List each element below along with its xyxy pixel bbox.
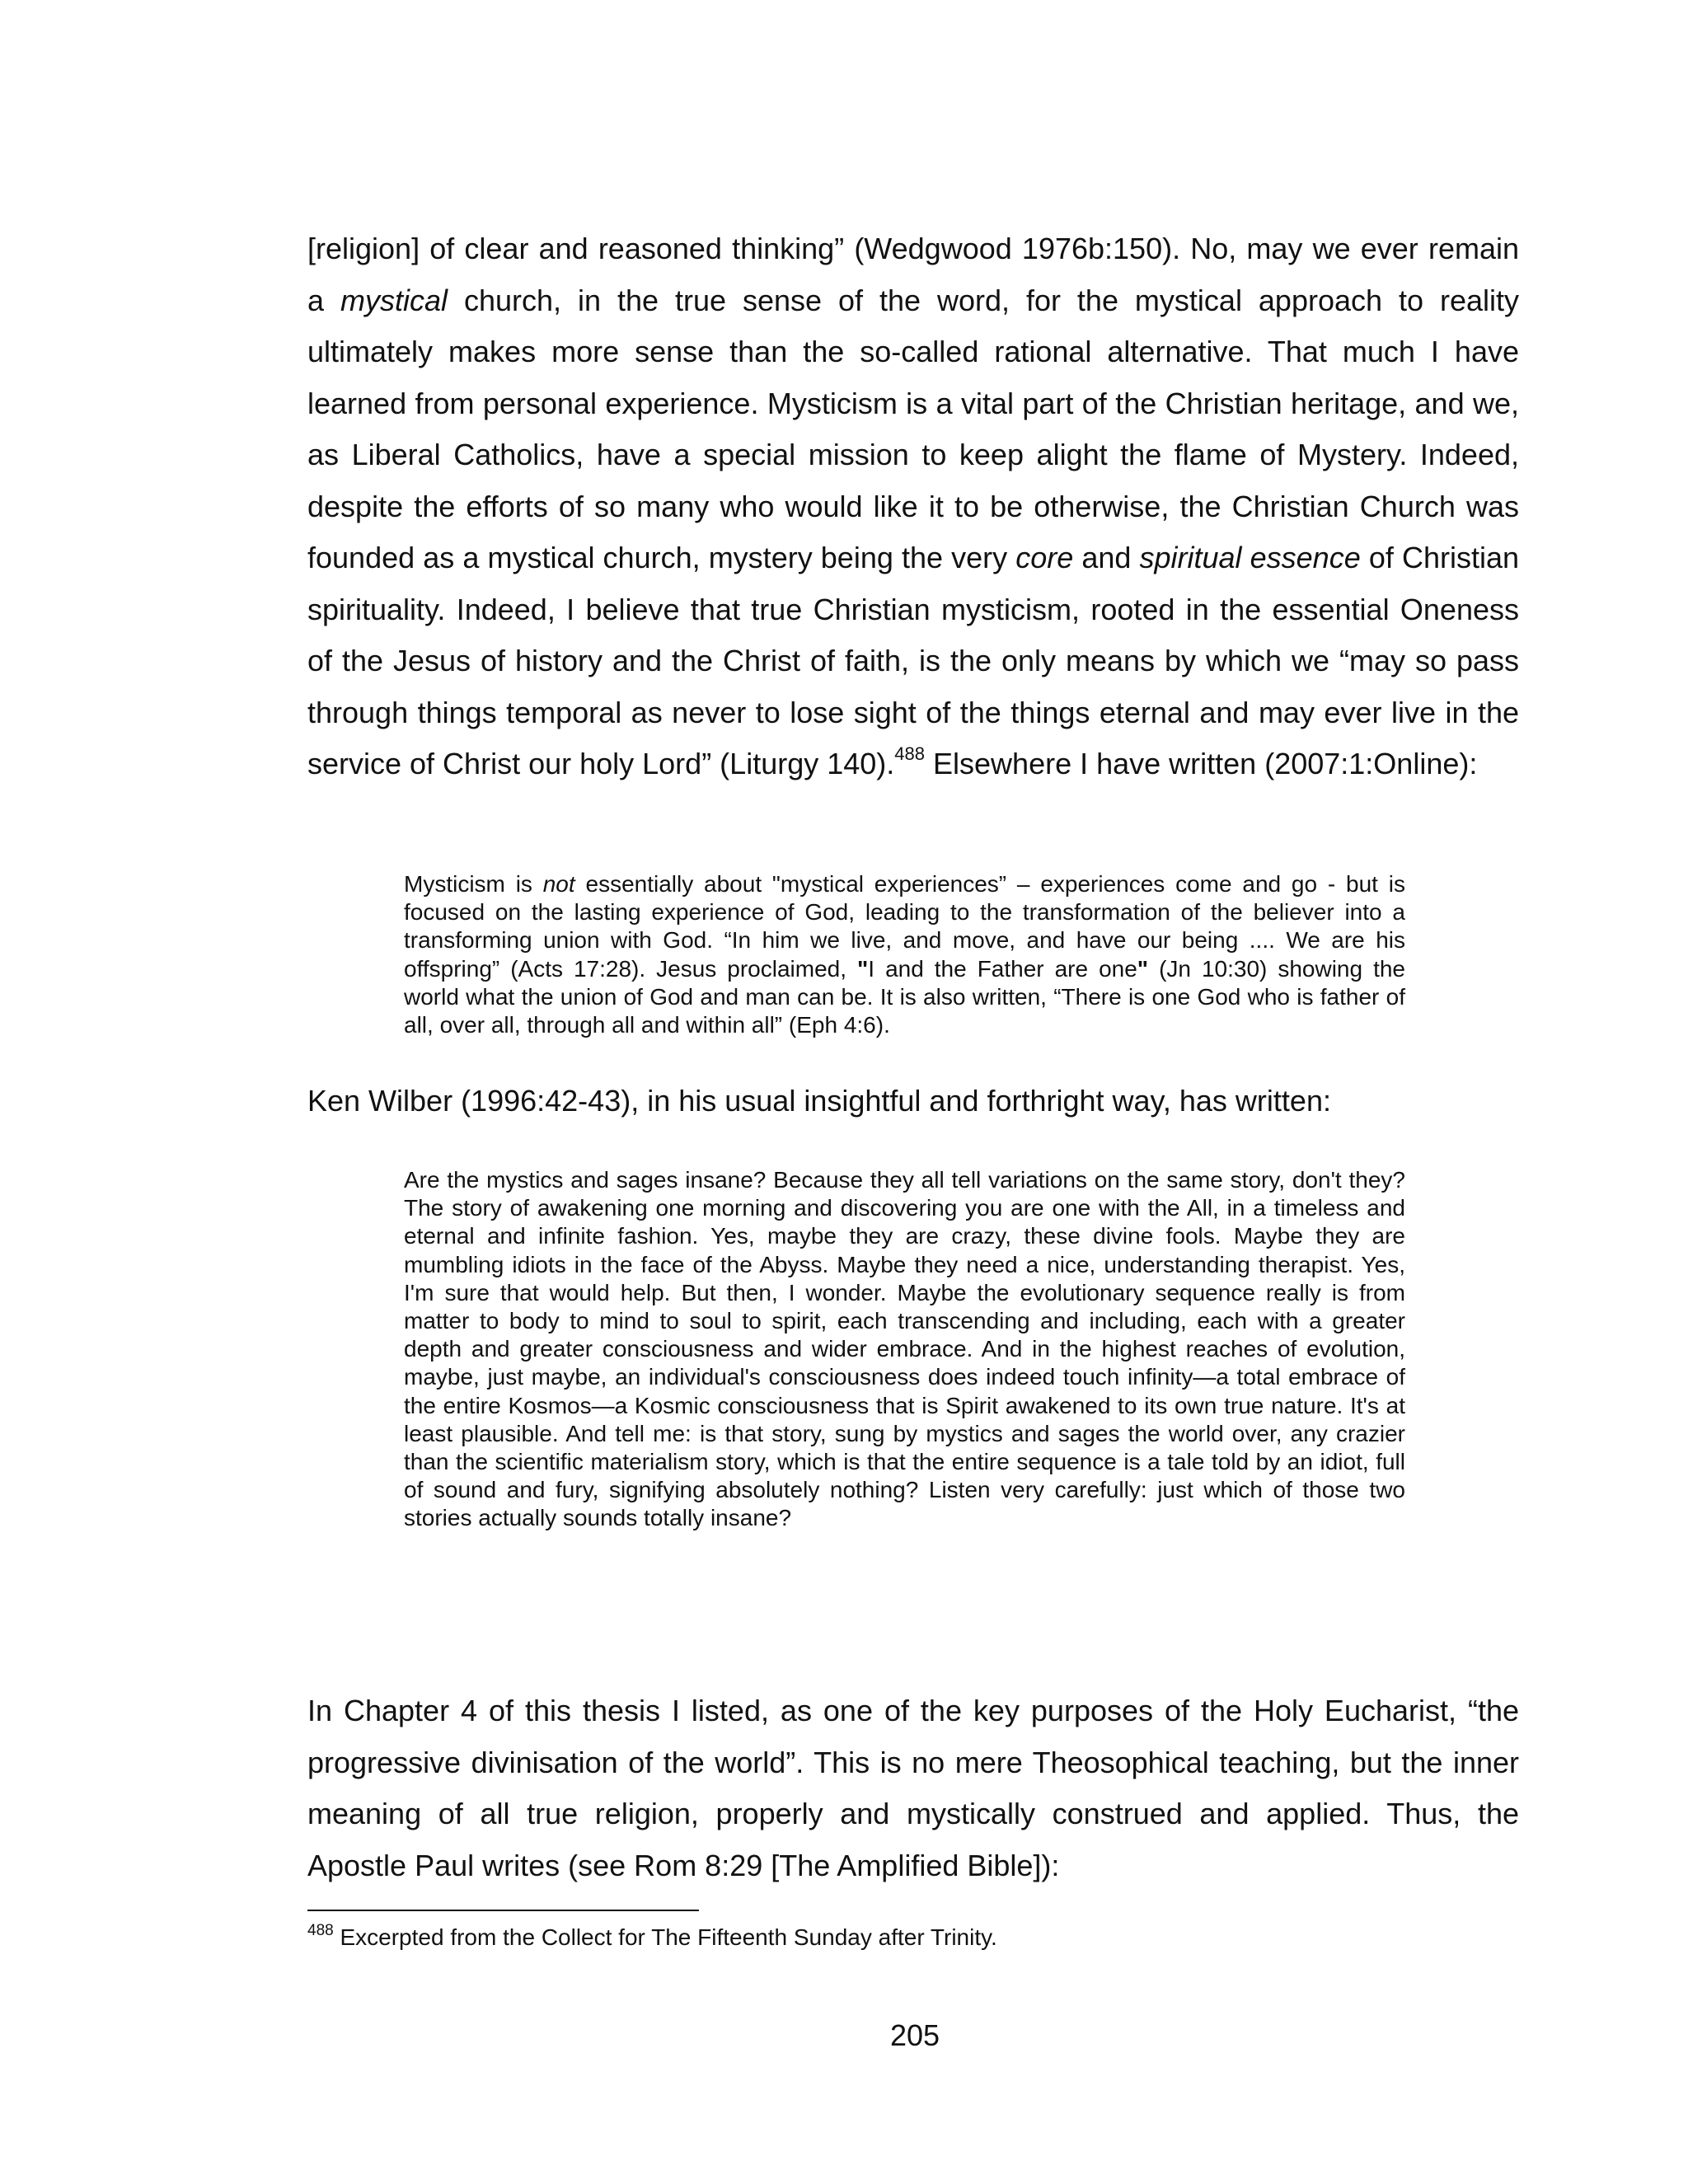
bold-quote-mark: " [1137,955,1149,982]
body-paragraph: Ken Wilber (1996:42-43), in his usual insightful and forthright way, has written: [307,1084,1331,1118]
body-paragraph [307,223,1519,790]
text-run: essentially about "mystical experiences” – experiences come and go - but is focused on the lasting experience of God, leading to the transformation of the believer into a transforming union with God. “In him we live, and move, and have our being .... We are his offspring” (Acts 17:28). Jesus proclaimed, [404,871,1405,982]
text-run: of Christian spirituality. Indeed, I believe that true Christian mysticism, rooted in the essential Oneness of the Jesus of history and the Christ of faith, is the only means by which we “may so pass through things temporal as never to lose sight of the things eternal and may ever live in the service of Christ our holy Lord” (Liturgy 140). [307,541,1519,780]
text-run: [religion] of clear and reasoned thinking” (Wedgwood 1976b:150). No, may we ever remain a [307,232,1519,317]
footnote-text: Excerpted from the Collect for The Fifteenth Sunday after Trinity. [333,1924,997,1950]
text-run: Mysticism is [404,871,543,897]
emphasis-text: spiritual essence [1139,541,1361,574]
emphasis-text: mystical [340,283,448,317]
page-number: 205 [889,2018,940,2052]
text-run: (Jn 10:30) showing the world what the union of God and man can be. It is also written, “There is one God who is father of all, over all, through all and within all” (Eph 4:6). [404,955,1405,1038]
body-paragraph: In Chapter 4 of this thesis I listed, as one of the key purposes of the Holy Eucharist, “the progressive divinisation of the world”. This is no mere Theosophical teaching, but the inner meaning of all true religion, properly and mystically construed and applied. Thus, the Apostle Paul writes (see Rom 8:29 [The Amplified Bible]): [307,1694,1519,1882]
block-quote: Are the mystics and sages insane? Because they all tell variations on the same story, don't they? The story of awakening one morning and discovering you are one with the All, in a timeless and eternal and infinite fashion. Yes, maybe they are crazy, these divine fools. Maybe they are mumbling idiots in the face of the Abyss. Maybe they need a nice, understanding therapist. Yes, I'm sure that would help. But then, I wonder. Maybe the evolutionary sequence really is from matter to body to mind to soul to spirit, each transcending and including, each with a greater depth and greater consciousness and wider embrace. And in the highest reaches of evolution, maybe, just maybe, an individual's consciousness does indeed touch infinity—a total embrace of the entire Kosmos—a Kosmic consciousness that is Spirit awakened to its own true nature. It's at least plausible. And tell me: is that story, sung by mystics and sages the world over, any crazier than the scientific materialism story, which is that the entire sequence is a tale told by an idiot, full of sound and fury, signifying absolutely nothing? Listen very carefully: just which of those two stories actually sounds totally insane? [404,1167,1405,1531]
block-quote [404,870,1405,1039]
text-run: Elsewhere I have written (2007:1:Online): [925,747,1478,780]
footnote-divider [307,1910,699,1911]
footnote [307,1921,997,1952]
text-run: church, in the true sense of the word, for the mystical approach to reality ultimately makes more sense than the so-called rational alternative. That much I have learned from personal experience. Mysticism is a vital part of the Christian heritage, and we, as Liberal Catholics, have a special mission to keep alight the flame of Mystery. Indeed, despite the efforts of so many who would like it to be otherwise, the Christian Church was founded as a mystical church, mystery being the very [307,283,1519,574]
text-run: and [1073,541,1140,574]
bold-quote-mark: " [857,955,869,982]
emphasis-text: core [1015,541,1074,574]
footnote-marker: 488 [307,1921,334,1939]
footnote-reference: 488 [894,743,926,764]
text-run: I and the Father are one [868,955,1137,982]
emphasis-text: not [542,871,575,897]
